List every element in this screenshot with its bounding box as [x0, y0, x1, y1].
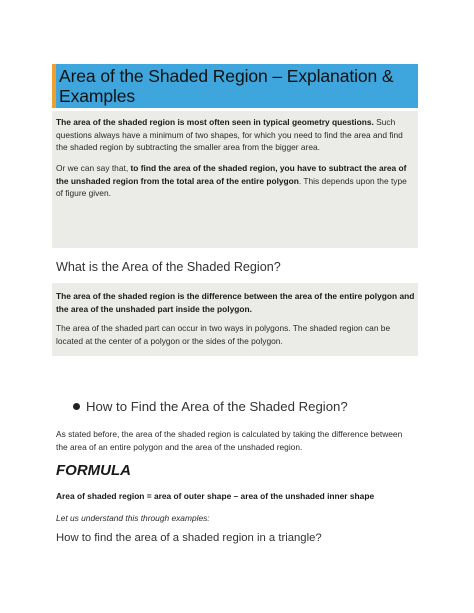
- intro-bold-text: The area of the shaded region is most often seen in typical geometry questions.: [56, 117, 374, 127]
- intro-p2-start: Or we can say that,: [56, 163, 131, 173]
- definition-paragraph: The area of the shaded part can occur in two ways in polygons. The shaded region can be located at the center of a polygon or the sides of the polygon.: [56, 323, 391, 346]
- intro-paragraph-2: [56, 162, 416, 200]
- formula-heading: FORMULA: [56, 462, 131, 479]
- formula-text: [56, 490, 416, 503]
- intro-text: Such questions always have a minimum of two shapes, for which you need to find the area and find the shaded region by subtracting the smaller area from the bigger area.: [56, 117, 403, 153]
- intro-p2-bold: to find the area of the shaded region, you have to subtract the area of the unshaded region from the total area of the entire polygon: [56, 163, 407, 186]
- definition-bold-paragraph: [56, 290, 416, 315]
- section-heading-what-is: What is the Area of the Shaded Region?: [56, 260, 281, 274]
- intro-paragraph-1: [56, 116, 416, 154]
- formula-bold-text: Area of shaded region = area of outer shape – area of the unshaded inner shape: [56, 491, 375, 501]
- triangle-heading: How to find the area of a shaded region in a triangle?: [56, 532, 322, 544]
- definition-bold-text: The area of the shaded region is the difference between the area of the entire polygon and the area of the unshaded part inside the polygon.: [56, 291, 415, 314]
- page-title: Area of the Shaded Region – Explanation & Examples: [59, 66, 394, 106]
- title-banner: [52, 64, 418, 108]
- how-to-find-paragraph: As stated before, the area of the shaded region is calculated by taking the difference between the area of an entire polygon and the area of the unshaded region.: [56, 429, 403, 452]
- examples-note: Let us understand this through examples:: [56, 513, 210, 523]
- bullet-icon: [73, 403, 80, 410]
- how-to-find-heading-text: How to Find the Area of the Shaded Region?: [86, 399, 348, 414]
- intro-p2-end: . This depends upon the type of figure given.: [56, 175, 407, 199]
- section-heading-how-to-find: [73, 399, 348, 415]
